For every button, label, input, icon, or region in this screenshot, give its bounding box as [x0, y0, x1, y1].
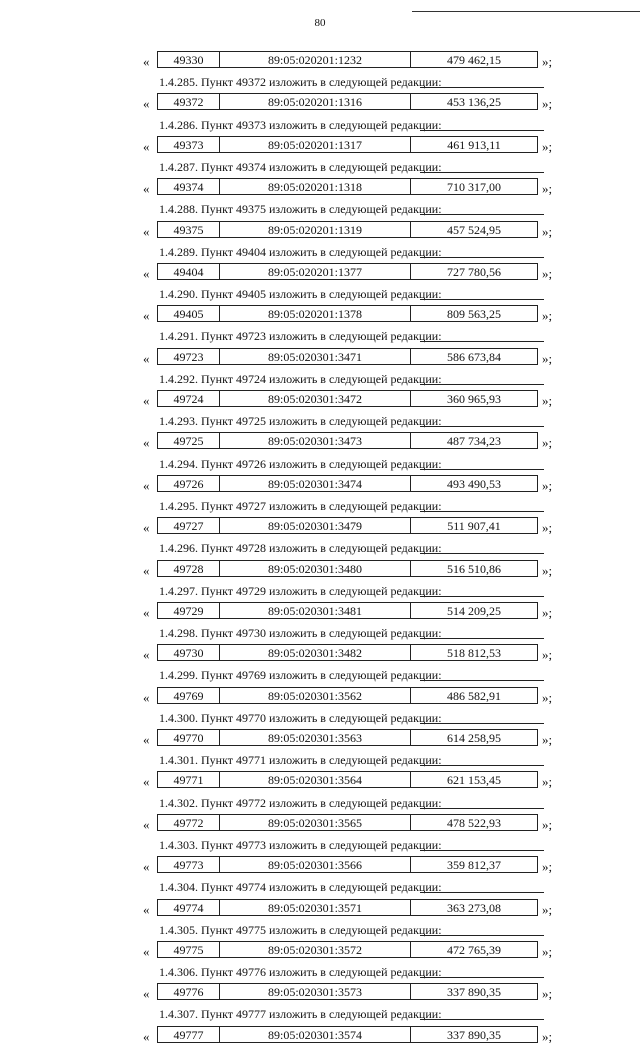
instruction-underline [420, 935, 544, 936]
cadastral-number-cell: 89:05:020301:3471 [220, 349, 411, 364]
table-row-cells [157, 941, 538, 958]
instruction-line [0, 623, 640, 644]
instruction-line [0, 750, 640, 771]
opening-quote: « [143, 435, 150, 451]
instruction-line [0, 962, 640, 983]
cadastral-number-cell: 89:05:020301:3572 [220, 942, 411, 957]
opening-quote: « [143, 859, 150, 875]
instruction-text: 1.4.287. Пункт 49374 изложить в следующей редакции: [159, 159, 442, 174]
instruction-underline [420, 172, 544, 173]
instruction-underline [420, 426, 544, 427]
closing-quote: »; [542, 477, 553, 493]
item-number-cell: 49770 [158, 730, 220, 745]
instruction-underline [420, 130, 544, 131]
closing-quote: »; [542, 265, 553, 281]
opening-quote: « [143, 54, 150, 69]
instruction-text: 1.4.289. Пункт 49404 изложить в следующей редакции: [159, 244, 442, 259]
table-row-cells [157, 644, 538, 661]
value-cell: 586 673,84 [447, 349, 501, 364]
table-row-cells [157, 602, 538, 619]
table-row-cells [157, 348, 538, 365]
table-row [0, 475, 640, 496]
cadastral-number-cell: 89:05:020301:3479 [220, 518, 411, 533]
closing-quote: »; [542, 943, 553, 959]
table-row [0, 178, 640, 199]
instruction-underline [420, 469, 544, 470]
value-cell: 472 765,39 [447, 942, 501, 957]
table-row-cells [157, 305, 538, 322]
cadastral-number-cell: 89:05:020301:3473 [220, 433, 411, 448]
table-row [0, 729, 640, 750]
instruction-underline [420, 638, 544, 639]
table-row-cells [157, 432, 538, 449]
table-row-cells [157, 263, 538, 280]
cadastral-number-cell: 89:05:020301:3562 [220, 688, 411, 703]
item-number-cell: 49729 [158, 603, 220, 618]
instruction-text: 1.4.299. Пункт 49769 изложить в следующей редакции: [159, 668, 442, 683]
cadastral-number-cell: 89:05:020301:3571 [220, 900, 411, 915]
instruction-underline [420, 977, 544, 978]
item-number-cell: 49773 [158, 857, 220, 872]
table-row-cells [157, 136, 538, 153]
opening-quote: « [143, 689, 150, 705]
instruction-text: 1.4.301. Пункт 49771 изложить в следующей редакции: [159, 753, 442, 768]
table-row [0, 136, 640, 157]
cadastral-number-cell: 89:05:020201:1232 [220, 52, 411, 67]
instruction-line [0, 326, 640, 347]
closing-quote: »; [542, 393, 553, 408]
table-row [0, 390, 640, 411]
closing-quote: »; [542, 350, 553, 366]
value-cell: 457 524,95 [447, 222, 501, 237]
closing-quote: »; [542, 96, 553, 112]
item-number-cell: 49777 [158, 1027, 220, 1042]
instruction-line [0, 411, 640, 432]
value-cell: 486 582,91 [447, 688, 501, 703]
cadastral-number-cell: 89:05:020301:3480 [220, 561, 411, 576]
instruction-line [0, 242, 640, 263]
cadastral-number-cell: 89:05:020201:1316 [220, 94, 411, 109]
closing-quote: »; [542, 223, 553, 239]
instruction-text: 1.4.303. Пункт 49773 изложить в следующей редакции: [159, 837, 442, 852]
value-cell: 359 812,37 [447, 858, 501, 873]
instruction-underline [420, 553, 544, 554]
value-cell: 614 258,95 [447, 731, 501, 745]
closing-quote: »; [542, 181, 553, 197]
instruction-line [0, 369, 640, 390]
instruction-text: 1.4.297. Пункт 49729 изложить в следующей редакции: [159, 583, 442, 598]
instruction-line [0, 538, 640, 559]
value-cell: 487 734,23 [447, 434, 501, 449]
instruction-text: 1.4.285. Пункт 49372 изложить в следующей редакции: [159, 75, 442, 90]
opening-quote: « [143, 308, 150, 324]
cadastral-number-cell: 89:05:020301:3472 [220, 391, 411, 406]
table-row [0, 93, 640, 114]
closing-quote: »; [542, 859, 553, 875]
opening-quote: « [143, 901, 150, 917]
table-row [0, 983, 640, 1004]
value-cell: 516 510,86 [447, 561, 501, 576]
value-cell: 479 462,15 [447, 53, 501, 67]
item-number-cell: 49373 [158, 137, 220, 152]
table-row [0, 1026, 640, 1047]
corner-mark-line [412, 11, 640, 12]
instruction-text: 1.4.291. Пункт 49723 изложить в следующей редакции: [159, 329, 442, 344]
table-row-cells [157, 93, 538, 110]
value-cell: 809 563,25 [447, 307, 501, 322]
cadastral-number-cell: 89:05:020301:3474 [220, 476, 411, 491]
instruction-line [0, 835, 640, 856]
instruction-line [0, 665, 640, 686]
table-row-cells [157, 1026, 538, 1043]
item-number-cell: 49374 [158, 179, 220, 194]
instruction-underline [420, 384, 544, 385]
cadastral-number-cell: 89:05:020301:3481 [220, 603, 411, 618]
cadastral-number-cell: 89:05:020301:3573 [220, 984, 411, 999]
closing-quote: »; [542, 1028, 553, 1044]
instruction-underline [420, 596, 544, 597]
table-row-cells [157, 560, 538, 577]
cadastral-number-cell: 89:05:020301:3566 [220, 857, 411, 872]
table-row-cells [157, 221, 538, 238]
value-cell: 453 136,25 [447, 95, 501, 110]
closing-quote: »; [542, 54, 553, 69]
item-number-cell: 49771 [158, 772, 220, 787]
cadastral-number-cell: 89:05:020201:1378 [220, 306, 411, 321]
instruction-text: 1.4.307. Пункт 49777 изложить в следующей редакции: [159, 1007, 442, 1022]
instruction-text: 1.4.288. Пункт 49375 изложить в следующей редакции: [159, 202, 442, 217]
value-cell: 518 812,53 [447, 646, 501, 661]
table-row [0, 263, 640, 284]
table-row [0, 602, 640, 623]
instruction-text: 1.4.286. Пункт 49373 изложить в следующей редакции: [159, 117, 442, 132]
opening-quote: « [143, 350, 150, 366]
closing-quote: »; [542, 732, 553, 747]
opening-quote: « [143, 562, 150, 578]
cadastral-number-cell: 89:05:020301:3482 [220, 645, 411, 660]
closing-quote: »; [542, 562, 553, 578]
table-row [0, 221, 640, 242]
opening-quote: « [143, 1028, 150, 1044]
value-cell: 360 965,93 [447, 392, 501, 406]
closing-quote: »; [542, 647, 553, 663]
instruction-text: 1.4.300. Пункт 49770 изложить в следующей редакции: [159, 710, 442, 725]
item-number-cell: 49769 [158, 688, 220, 703]
value-cell: 621 153,45 [447, 773, 501, 788]
table-row [0, 560, 640, 581]
value-cell: 727 780,56 [447, 264, 501, 279]
cadastral-number-cell: 89:05:020201:1318 [220, 179, 411, 194]
table-row-cells [157, 475, 538, 492]
instruction-underline [420, 511, 544, 512]
value-cell: 337 890,35 [447, 985, 501, 1000]
table-row-cells [157, 51, 538, 68]
table-row-cells [157, 899, 538, 916]
instruction-line [0, 1004, 640, 1025]
item-number-cell: 49725 [158, 433, 220, 448]
instruction-line [0, 793, 640, 814]
item-number-cell: 49404 [158, 264, 220, 279]
cadastral-number-cell: 89:05:020201:1317 [220, 137, 411, 152]
instruction-text: 1.4.294. Пункт 49726 изложить в следующей редакции: [159, 456, 442, 471]
instruction-text: 1.4.296. Пункт 49728 изложить в следующей редакции: [159, 541, 442, 556]
table-row [0, 899, 640, 920]
item-number-cell: 49405 [158, 306, 220, 321]
table-row [0, 305, 640, 326]
opening-quote: « [143, 943, 150, 959]
instruction-line [0, 115, 640, 136]
table-row [0, 432, 640, 453]
table-row [0, 814, 640, 835]
closing-quote: »; [542, 308, 553, 324]
instruction-text: 1.4.304. Пункт 49774 изложить в следующей редакции: [159, 880, 442, 895]
instruction-underline [420, 1019, 544, 1020]
value-cell: 478 522,93 [447, 815, 501, 830]
opening-quote: « [143, 181, 150, 197]
opening-quote: « [143, 393, 150, 408]
table-row-cells [157, 983, 538, 1000]
table-row-cells [157, 517, 538, 534]
cadastral-number-cell: 89:05:020201:1377 [220, 264, 411, 279]
instruction-text: 1.4.292. Пункт 49724 изложить в следующей редакции: [159, 371, 442, 386]
table-row-cells [157, 771, 538, 788]
table-row-cells [157, 178, 538, 195]
opening-quote: « [143, 816, 150, 832]
item-number-cell: 49775 [158, 942, 220, 957]
table-row-cells [157, 687, 538, 704]
cadastral-number-cell: 89:05:020301:3564 [220, 772, 411, 787]
opening-quote: « [143, 732, 150, 747]
item-number-cell: 49774 [158, 900, 220, 915]
opening-quote: « [143, 520, 150, 536]
instruction-line [0, 72, 640, 93]
item-number-cell: 49727 [158, 518, 220, 533]
table-row-cells [157, 856, 538, 873]
opening-quote: « [143, 647, 150, 663]
closing-quote: »; [542, 435, 553, 451]
closing-quote: »; [542, 901, 553, 917]
value-cell: 493 490,53 [447, 476, 501, 491]
instruction-text: 1.4.290. Пункт 49405 изложить в следующей редакции: [159, 287, 442, 302]
table-row [0, 51, 640, 72]
page-number: 80 [314, 17, 326, 29]
instruction-text: 1.4.305. Пункт 49775 изложить в следующей редакции: [159, 922, 442, 937]
closing-quote: »; [542, 604, 553, 620]
instruction-line [0, 581, 640, 602]
instruction-underline [420, 765, 544, 766]
table-row [0, 687, 640, 708]
instruction-line [0, 708, 640, 729]
instruction-text: 1.4.302. Пункт 49772 изложить в следующей редакции: [159, 795, 442, 810]
cadastral-number-cell: 89:05:020301:3574 [220, 1027, 411, 1042]
instruction-line [0, 284, 640, 305]
value-cell: 511 907,41 [447, 519, 501, 534]
item-number-cell: 49330 [158, 52, 220, 67]
instruction-underline [420, 808, 544, 809]
closing-quote: »; [542, 138, 553, 154]
closing-quote: »; [542, 774, 553, 790]
instruction-underline [420, 341, 544, 342]
table-row [0, 771, 640, 792]
value-cell: 363 273,08 [447, 900, 501, 915]
value-cell: 710 317,00 [447, 180, 501, 195]
instruction-line [0, 920, 640, 941]
document-body [0, 51, 640, 1047]
instruction-text: 1.4.298. Пункт 49730 изложить в следующей редакции: [159, 626, 442, 641]
instruction-line [0, 496, 640, 517]
item-number-cell: 49730 [158, 645, 220, 660]
item-number-cell: 49772 [158, 815, 220, 830]
instruction-underline [420, 299, 544, 300]
instruction-text: 1.4.293. Пункт 49725 изложить в следующей редакции: [159, 414, 442, 429]
instruction-line [0, 157, 640, 178]
instruction-underline [420, 723, 544, 724]
value-cell: 514 209,25 [447, 603, 501, 618]
table-row [0, 348, 640, 369]
item-number-cell: 49728 [158, 561, 220, 576]
item-number-cell: 49724 [158, 391, 220, 406]
closing-quote: »; [542, 689, 553, 705]
opening-quote: « [143, 265, 150, 281]
item-number-cell: 49723 [158, 349, 220, 364]
item-number-cell: 49776 [158, 984, 220, 999]
opening-quote: « [143, 477, 150, 493]
instruction-text: 1.4.295. Пункт 49727 изложить в следующей редакции: [159, 498, 442, 513]
instruction-underline [420, 87, 544, 88]
opening-quote: « [143, 774, 150, 790]
closing-quote: »; [542, 986, 553, 1002]
instruction-underline [420, 850, 544, 851]
instruction-underline [420, 680, 544, 681]
instruction-line [0, 199, 640, 220]
cadastral-number-cell: 89:05:020301:3563 [220, 730, 411, 745]
closing-quote: »; [542, 816, 553, 832]
opening-quote: « [143, 96, 150, 112]
table-row-cells [157, 390, 538, 407]
instruction-text: 1.4.306. Пункт 49776 изложить в следующей редакции: [159, 965, 442, 980]
instruction-underline [420, 257, 544, 258]
table-row [0, 856, 640, 877]
opening-quote: « [143, 223, 150, 239]
table-row [0, 941, 640, 962]
value-cell: 461 913,11 [447, 137, 501, 152]
closing-quote: »; [542, 520, 553, 536]
instruction-line [0, 454, 640, 475]
table-row [0, 517, 640, 538]
table-row [0, 644, 640, 665]
instruction-underline [420, 892, 544, 893]
opening-quote: « [143, 604, 150, 620]
table-row-cells [157, 814, 538, 831]
opening-quote: « [143, 986, 150, 1002]
value-cell: 337 890,35 [447, 1027, 501, 1042]
item-number-cell: 49372 [158, 94, 220, 109]
table-row-cells [157, 729, 538, 746]
cadastral-number-cell: 89:05:020201:1319 [220, 222, 411, 237]
item-number-cell: 49726 [158, 476, 220, 491]
instruction-underline [420, 214, 544, 215]
cadastral-number-cell: 89:05:020301:3565 [220, 815, 411, 830]
instruction-line [0, 877, 640, 898]
opening-quote: « [143, 138, 150, 154]
item-number-cell: 49375 [158, 222, 220, 237]
